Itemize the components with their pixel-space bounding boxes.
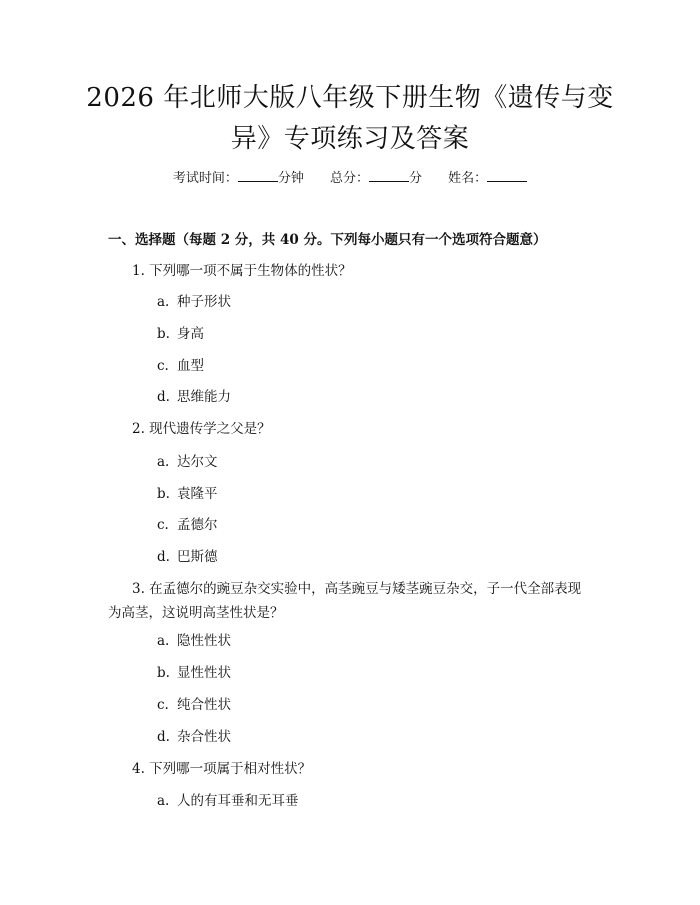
question-3: 3. 在孟德尔的豌豆杂交实验中，高茎豌豆与矮茎豌豆杂交，子一代全部表现为高茎，这说明高茎性状是？ bbox=[108, 581, 582, 621]
score-blank[interactable] bbox=[369, 169, 409, 182]
score-unit: 分 bbox=[409, 171, 423, 186]
option-2c[interactable]: c. 孟德尔 bbox=[157, 517, 218, 533]
section-heading: 一、选择题（每题 2 分，共 40 分。下列每小题只有一个选项符合题意） bbox=[108, 232, 547, 248]
option-3d[interactable]: d. 杂合性状 bbox=[157, 729, 231, 745]
option-1a[interactable]: a. 种子形状 bbox=[157, 294, 231, 310]
option-3b[interactable]: b. 显性性状 bbox=[157, 665, 231, 681]
option-1d[interactable]: d. 思维能力 bbox=[157, 389, 231, 405]
option-3c[interactable]: c. 纯合性状 bbox=[157, 697, 231, 713]
document-title bbox=[60, 78, 640, 160]
option-2a[interactable]: a. 达尔文 bbox=[157, 454, 218, 470]
title-line-1: 2026 年北师大版八年级下册生物《遗传与变 bbox=[86, 83, 614, 113]
question-1: 1. 下列哪一项不属于生物体的性状？ bbox=[132, 263, 352, 279]
question-4: 4. 下列哪一项属于相对性状？ bbox=[132, 761, 312, 777]
name-blank[interactable] bbox=[487, 169, 527, 182]
question-2: 2. 现代遗传学之父是？ bbox=[132, 421, 271, 437]
option-3a[interactable]: a. 隐性性状 bbox=[157, 633, 231, 649]
option-2d[interactable]: d. 巴斯德 bbox=[157, 549, 218, 565]
option-4a[interactable]: a. 人的有耳垂和无耳垂 bbox=[157, 793, 299, 809]
time-unit: 分钟 bbox=[277, 171, 304, 186]
time-blank[interactable] bbox=[238, 169, 278, 182]
name-label: 姓名： bbox=[448, 171, 488, 186]
option-1c[interactable]: c. 血型 bbox=[157, 358, 204, 374]
time-label: 考试时间： bbox=[172, 171, 238, 186]
option-1b[interactable]: b. 身高 bbox=[157, 326, 204, 342]
score-label: 总分： bbox=[329, 171, 369, 186]
title-line-2: 异》专项练习及答案 bbox=[230, 124, 470, 154]
option-2b[interactable]: b. 袁隆平 bbox=[157, 486, 218, 502]
exam-meta bbox=[0, 169, 700, 188]
